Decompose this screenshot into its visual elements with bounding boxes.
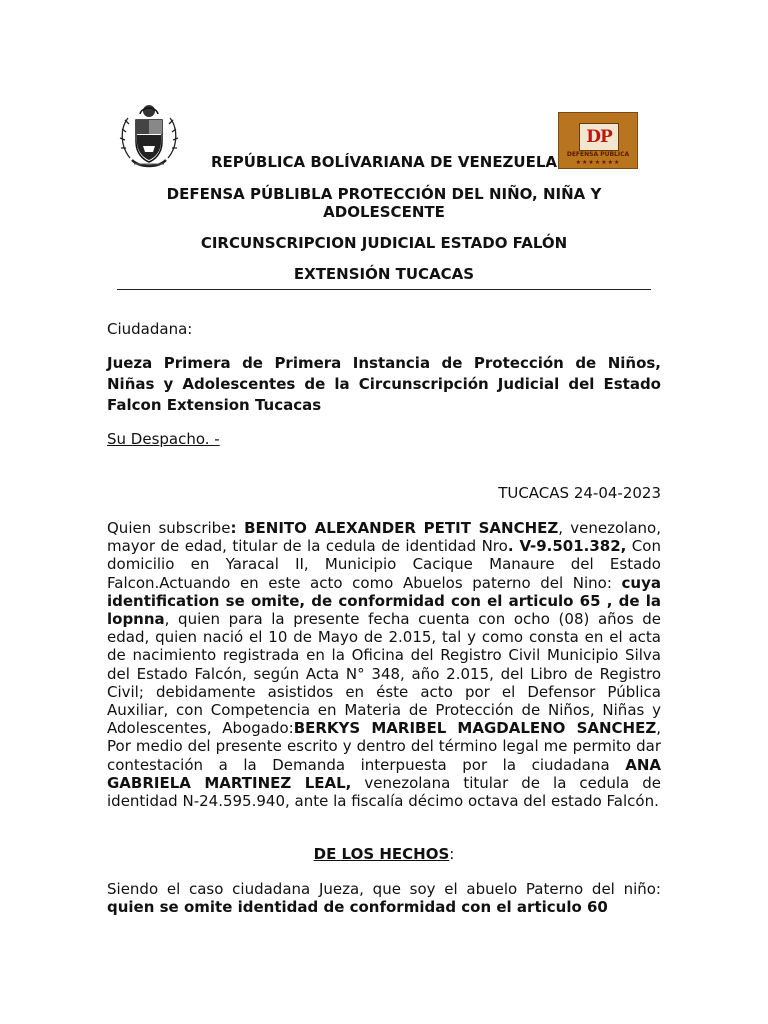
header-divider xyxy=(117,289,651,290)
p1-text-6: venezolana titular de la cedula de identidad N-24.595.940, ante la fiscalía décimo octava del estado Falcón. xyxy=(107,773,661,811)
header-circunscripcion: CIRCUNSCRIPCION JUDICIAL ESTADO FALÓN xyxy=(200,234,568,252)
section-title-colon: : xyxy=(449,845,455,863)
p1-plaintiff-name: ANA GABRIELA MARTINEZ LEAL, xyxy=(107,755,661,792)
header-defensa-line: DEFENSA PÚBLIBLA PROTECCIÓN DEL NIÑO, NIÑA Y xyxy=(166,185,602,203)
dp-logo-subtitle: DEFENSA PÚBLICA xyxy=(566,151,630,158)
p1-text-3: Con domicilio en Yaracal II, Municipio Cacique Manaure del Estado Falcon.Actuando en este acto como Abuelos paterno del Nino: xyxy=(107,537,661,592)
p2-text-1: Siendo el caso ciudadana Jueza, que soy el abuelo Paterno del niño: xyxy=(107,880,661,898)
p1-id-number: . V-9.501.382, xyxy=(507,537,627,556)
section-heading-hechos xyxy=(107,845,661,863)
addressee: Jueza Primera de Primera Instancia de Protección de Niños, Niñas y Adolescentes de la Circunscripción Judicial del Estado Falcon Extension Tucacas xyxy=(107,354,661,414)
p1-text-2: , venezolano, mayor de edad, titular de la cedula de identidad Nro xyxy=(107,519,661,556)
su-despacho: Su Despacho. - xyxy=(107,430,220,448)
p2-bold-text: quien se omite identidad de conformidad con el articulo 60 xyxy=(107,898,608,917)
p1-subscriber-name: : BENITO ALEXANDER PETIT SANCHEZ xyxy=(230,519,559,537)
dp-logo-stars: ★★★★★★★ xyxy=(575,159,621,166)
paragraph-intro xyxy=(107,519,661,810)
salutation: Ciudadana: xyxy=(107,320,193,338)
p1-text-5: , Por medio del presente escrito y dentro del término legal me permito dar contestación a la Demanda interpuesta por la ciudadana xyxy=(107,719,661,774)
section-title: DE LOS HECHOS xyxy=(313,845,450,863)
header-extension: EXTENSIÓN TUCACAS xyxy=(293,265,475,283)
dp-logo-badge xyxy=(579,123,619,151)
p1-child-identity-note: cuya identification se omite, de conformidad con el articulo 65 , de la lopnna xyxy=(107,573,661,629)
p1-text-4: , quien para la presente fecha cuenta con ocho (08) años de edad, quien nació el 10 de Mayo de 2.015, tal y como consta en el acta de nacimiento registrada en la Oficina del Registro Civil Municipio Silva del Estado Falcón, según Acta N° 348, año 2.015, del Libro de Registro Civil; debidamente asistidos en éste acto por el Defensor Pública Auxiliar, con Competencia en Materia de Protección de Niños, Niñas y Adolescentes, Abogado: xyxy=(107,610,661,738)
p1-text-1: Quien subscribe xyxy=(107,519,231,537)
header-republic: REPÚBLICA BOLÍVARIANA DE VENEZUELA xyxy=(210,153,558,171)
header-adolescente-line: ADOLESCENTE xyxy=(323,203,445,221)
dp-logo-text: DP xyxy=(586,127,612,147)
paragraph-hechos xyxy=(107,880,661,916)
p1-lawyer-name: BERKYS MARIBEL MAGDALENO SANCHEZ xyxy=(293,719,657,738)
letter-date: TUCACAS 24-04-2023 xyxy=(498,484,661,502)
